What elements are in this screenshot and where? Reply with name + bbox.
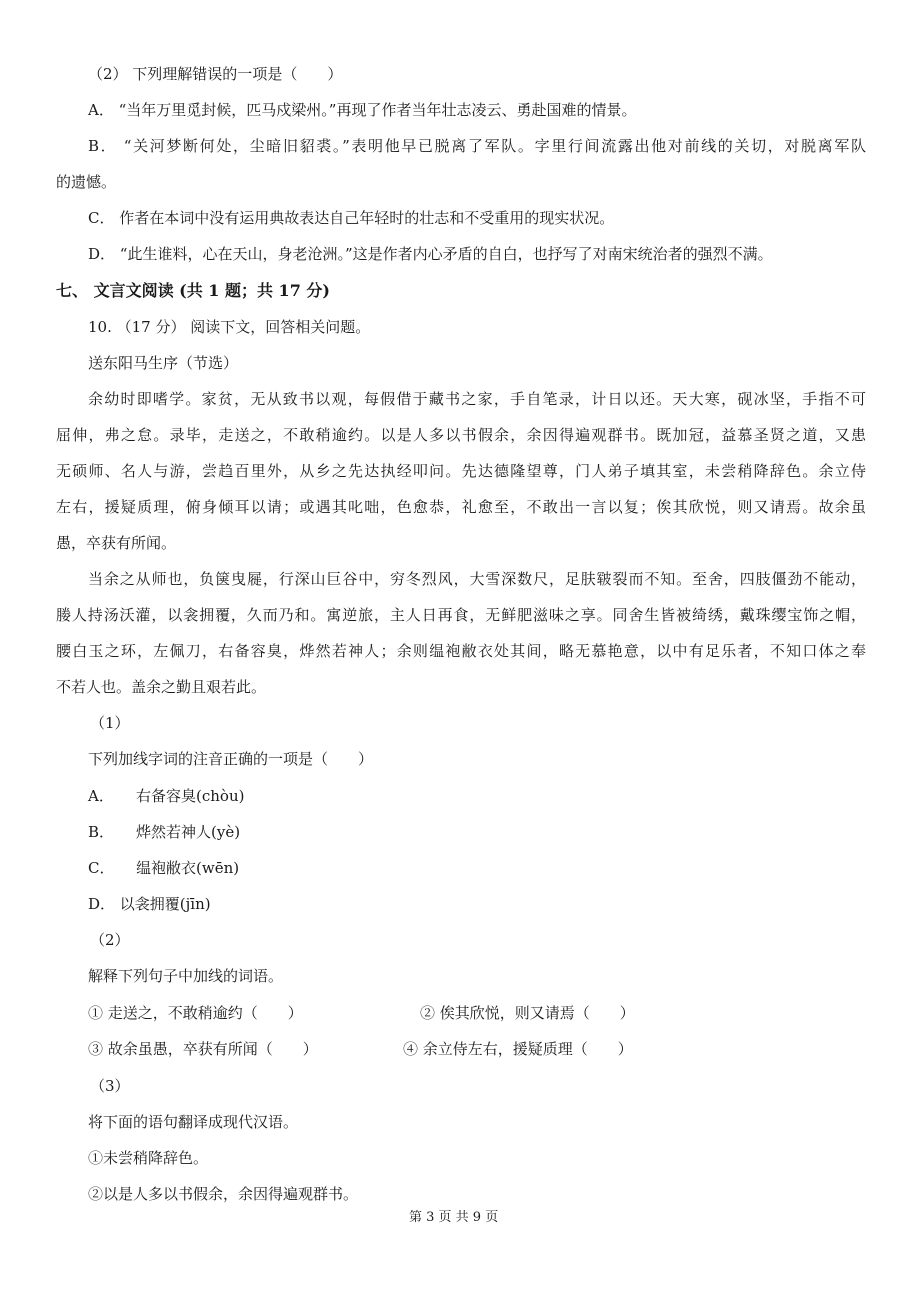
sub1-option-a-text: 右备容臭(chòu) [136, 787, 245, 805]
option-b-line-2: 的遗憾。 [56, 173, 117, 191]
sub3-item-1: ①未尝稍降辞色。 [88, 1149, 209, 1167]
passage-p2-line: 不若人也。盖余之勤且艰若此。 [56, 678, 267, 696]
option-a: A． “当年万里觅封候，匹马戍梁州。”再现了作者当年壮志凌云、勇赴国难的情景。 [88, 101, 637, 119]
passage-p1-line: 余幼时即嗜学。家贫，无从致书以观，每假借于藏书之家，手自笔录，计日以还。天大寒，砚冰坚，手指不可 [88, 390, 866, 408]
sub1-option-a-label: A． [88, 787, 114, 805]
section-heading: 七、 文言文阅读 (共 1 题；共 17 分) [56, 281, 330, 300]
passage-p1-line: 无硕师、名人与游，尝趋百里外，从乡之先达执经叩问。先达德隆望尊，门人弟子填其室，未尝稍降辞色。余立侍 [56, 462, 866, 480]
sub-question-3-stem: 将下面的语句翻译成现代汉语。 [88, 1113, 299, 1131]
sub2-item-3: ③ 故余虽愚，卒获有所闻（ ） [88, 1040, 318, 1058]
sub-question-2-stem: 解释下列句子中加线的词语。 [88, 967, 284, 985]
option-b-line-1: B． “关河梦断何处，尘暗旧貂裘。”表明他早已脱离了军队。字里行间流露出他对前线的关切，对脱离军队 [88, 137, 866, 155]
passage-p1-line: 屈伸，弗之怠。录毕，走送之，不敢稍逾约。以是人多以书假余，余因得遍观群书。既加冠，益慕圣贤之道，又患 [56, 426, 866, 444]
sub1-option-b-label: B． [88, 823, 115, 841]
sub-question-2-number: （2） [90, 931, 130, 949]
sub1-option-b-text: 烨然若神人(yè) [136, 823, 241, 841]
sub-question-3-number: （3） [90, 1077, 130, 1095]
sub-question-1-number: （1） [90, 714, 130, 732]
page-footer: 第 3 页 共 9 页 [409, 1210, 499, 1225]
question-10-stem: 10. （17 分） 阅读下文，回答相关问题。 [88, 318, 371, 336]
question-2-stem: （2） 下列理解错误的一项是（ ） [88, 65, 343, 83]
sub2-item-1: ① 走送之，不敢稍逾约（ ） [88, 1004, 303, 1022]
option-c: C． 作者在本词中没有运用典故表达自己年轻时的壮志和不受重用的现实状况。 [88, 209, 615, 227]
option-d: D． “此生谁料，心在天山，身老沧洲。”这是作者内心矛盾的自白，也抒写了对南宋统治者的强烈不满。 [88, 245, 773, 263]
passage-p1-line: 左右，援疑质理，俯身倾耳以请；或遇其叱咄，色愈恭，礼愈至，不敢出一言以复；俟其欣悦，则又请焉。故余虽 [56, 498, 866, 516]
sub1-option-c-label: C． [88, 859, 115, 877]
passage-p2-line: 媵人持汤沃灌，以衾拥覆，久而乃和。寓逆旅，主人日再食，无鲜肥滋味之享。同舍生皆被绮绣，戴珠缨宝饰之帽， [56, 606, 866, 624]
sub-question-1-stem: 下列加线字词的注音正确的一项是（ ） [88, 750, 374, 768]
sub1-option-d: D． 以衾拥覆(jīn) [88, 895, 211, 913]
sub2-item-2: ② 俟其欣悦，则又请焉（ ） [420, 1004, 635, 1022]
passage-p1-line: 愚，卒获有所闻。 [56, 534, 177, 552]
sub1-option-c-text: 缊袍敝衣(wēn) [136, 859, 240, 877]
passage-title: 送东阳马生序（节选） [88, 354, 239, 372]
sub3-item-2: ②以是人多以书假余，余因得遍观群书。 [88, 1185, 359, 1203]
passage-p2-line: 当余之从师也，负箧曳屣，行深山巨谷中，穷冬烈风，大雪深数尺，足肤皲裂而不知。至舍，四肢僵劲不能动， [88, 570, 866, 588]
passage-p2-line: 腰白玉之环，左佩刀，右备容臭，烨然若神人；余则缊袍敝衣处其间，略无慕艳意，以中有足乐者，不知口体之奉 [56, 642, 866, 660]
sub2-item-4: ④ 余立侍左右，援疑质理（ ） [403, 1040, 633, 1058]
